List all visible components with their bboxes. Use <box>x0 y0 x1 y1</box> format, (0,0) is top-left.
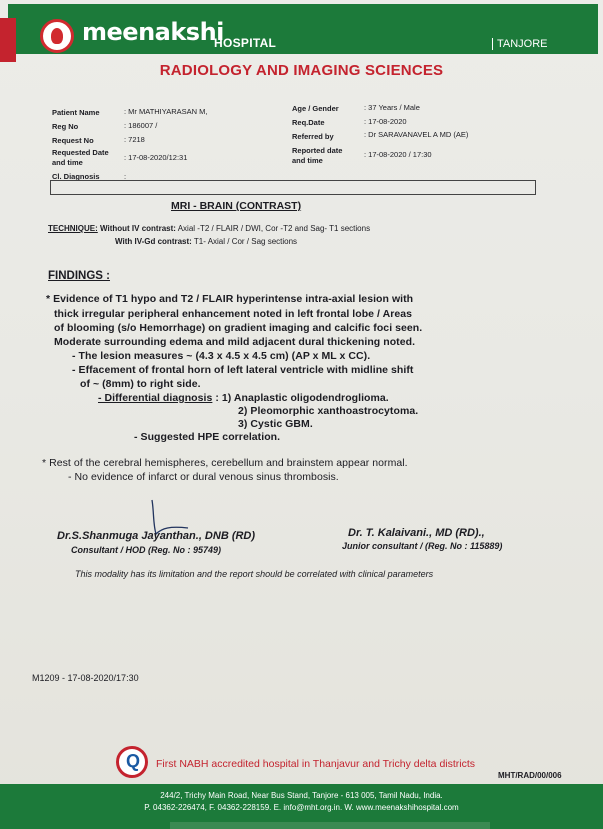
patient-name-value: : Mr MATHIYARASAN M, <box>124 107 208 116</box>
reported-date-value: : 17-08-2020 / 17:30 <box>364 150 432 159</box>
finding-line: - The lesion measures ~ (4.3 x 4.5 x 4.5 cm) (AP x ML x CC). <box>72 350 371 362</box>
age-gender-label: Age / Gender <box>292 104 339 113</box>
reg-no-label: Reg No <box>52 122 79 131</box>
report-title: MRI - BRAIN (CONTRAST) <box>171 200 302 212</box>
differential-diagnosis-line <box>98 392 389 404</box>
technique-line-2 <box>115 237 297 246</box>
nabh-tagline: First NABH accredited hospital in Thanjavur and Trichy delta districts <box>156 758 476 770</box>
header-red-strip <box>0 18 16 62</box>
form-code: MHT/RAD/00/006 <box>498 771 562 780</box>
req-date-value: : 17-08-2020 <box>364 117 407 126</box>
technique-label: TECHNIQUE: <box>48 224 98 233</box>
hospital-logo-icon <box>40 19 74 53</box>
brand-sub: HOSPITAL <box>214 36 277 50</box>
left-signatory-name: Dr.S.Shanmuga Jayanthan., DNB (RD) <box>57 530 256 542</box>
diagnosis-label: Cl. Diagnosis <box>52 172 100 181</box>
requested-date-value: : 17-08-2020/12:31 <box>124 153 188 162</box>
findings-heading: FINDINGS : <box>48 270 110 282</box>
technique-line-1 <box>48 224 370 233</box>
reg-no-value: : 186007 / <box>124 121 158 130</box>
disclaimer: This modality has its limitation and the report should be correlated with clinical parameters <box>75 569 434 579</box>
diagnosis-value: : <box>124 172 127 181</box>
finding-line: * Evidence of T1 hypo and T2 / FLAIR hyperintense intra-axial lesion with <box>46 293 414 305</box>
finding-line: Moderate surrounding edema and mild adjacent dural thickening noted. <box>54 336 416 348</box>
nabh-logo-icon <box>116 746 148 778</box>
requested-date-label: Requested Date <box>52 148 109 157</box>
footer-address: 244/2, Trichy Main Road, Near Bus Stand, Tanjore - 613 005, Tamil Nadu, India. <box>160 791 443 800</box>
department-title: RADIOLOGY AND IMAGING SCIENCES <box>159 62 444 79</box>
ddx-3: 3) Cystic GBM. <box>238 418 313 430</box>
differential-label: - Differential diagnosis <box>98 392 213 404</box>
finding-line: of blooming (s/o Hemorrhage) on gradient imaging and calcific foci seen. <box>54 322 423 334</box>
technique-1-bold: Without IV contrast: <box>100 224 176 233</box>
left-signatory-role: Consultant / HOD (Reg. No : 95749) <box>71 545 222 555</box>
req-date-label: Req.Date <box>292 118 325 127</box>
ddx-2: 2) Pleomorphic xanthoastrocytoma. <box>238 405 419 417</box>
right-signatory-role: Junior consultant / (Reg. No : 115889) <box>342 541 503 551</box>
referred-by-value: : Dr SARAVANAVEL A MD (AE) <box>364 130 469 139</box>
print-stamp: M1209 - 17-08-2020/17:30 <box>32 673 139 683</box>
technique-1-plain: Axial -T2 / FLAIR / DWI, Cor -T2 and Sag- T1 sections <box>175 224 371 233</box>
footer-strip <box>170 822 490 829</box>
reported-date-label: Reported date <box>292 146 343 155</box>
brand-name: meenakshi <box>82 18 224 46</box>
ddx-1: : 1) Anaplastic oligodendroglioma. <box>212 392 389 404</box>
rest-line-2: - No evidence of infarct or dural venous sinus thrombosis. <box>68 471 339 483</box>
referred-by-label: Referred by <box>292 132 334 141</box>
suggestion-line: - Suggested HPE correlation. <box>134 431 281 443</box>
request-no-label: Request No <box>52 136 94 145</box>
rest-line-1: * Rest of the cerebral hemispheres, cerebellum and brainstem appear normal. <box>42 457 408 469</box>
finding-line: of ~ (8mm) to right side. <box>80 378 201 390</box>
footer-contact: P. 04362-226474, F. 04362-228159. E. info@mht.org.in. W. www.meenakshihospital.com <box>144 803 459 812</box>
technique-2-plain: T1- Axial / Cor / Sag sections <box>191 237 298 246</box>
finding-line: - Effacement of frontal horn of left lateral ventricle with midline shift <box>72 364 414 376</box>
branch-name: TANJORE <box>492 38 548 50</box>
patient-name-label: Patient Name <box>52 108 100 117</box>
diagnosis-box <box>50 180 536 195</box>
age-gender-value: : 37 Years / Male <box>364 103 420 112</box>
finding-line: thick irregular peripheral enhancement noted in left frontal lobe / Areas <box>54 308 413 320</box>
technique-2-bold: With IV-Gd contrast: <box>115 237 192 246</box>
request-no-value: : 7218 <box>124 135 145 144</box>
right-signatory-name: Dr. T. Kalaivani., MD (RD)., <box>348 527 485 539</box>
requested-date-label-2: and time <box>52 158 83 167</box>
reported-date-label-2: and time <box>292 156 323 165</box>
